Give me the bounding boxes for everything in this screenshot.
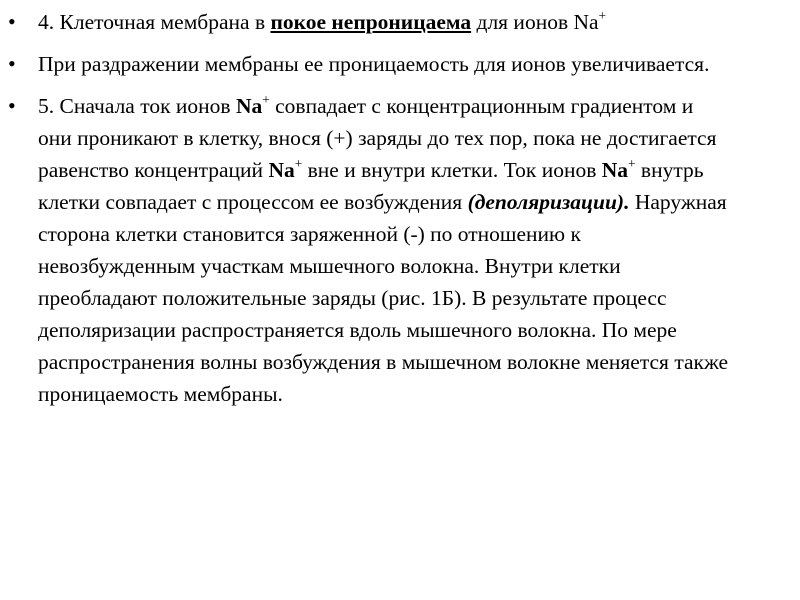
item-3-na-1: Na bbox=[235, 94, 263, 118]
bullet-item-1 bbox=[8, 6, 730, 38]
item-2-text: При раздражении мембраны ее проницаемость для ионов увеличивается. bbox=[38, 52, 710, 76]
item-3-na-3: Na bbox=[601, 158, 629, 182]
item-3-na-2: Na bbox=[268, 158, 295, 182]
item-3-sup-3: + bbox=[628, 155, 636, 171]
item-3-term: (деполяризации). bbox=[467, 190, 630, 214]
item-3-text-c: вне и внутри клетки. Ток ионов bbox=[302, 158, 602, 182]
item-3-text-e: Наружная сторона клетки становится заряженной (-) по отношению к невозбужденным участкам мышечного волокна. Внутри клетки преобладают положительные заряды (рис. 1Б). В результате процесс деполяризации распространяется вдоль мышечного волокна. По мере распространения волны возбуждения в мышечном волокне меняется также проницаемость мембраны. bbox=[38, 190, 729, 406]
item-3-sup-1: + bbox=[262, 91, 270, 107]
bullet-dot: • bbox=[8, 51, 16, 76]
item-3-text-b: совпадает с концентрационным градиентом и они проникают в клетку, внося (+) заряды до тех пор, пока не достигается равенство концентраций bbox=[38, 94, 717, 182]
bullet-list bbox=[8, 6, 730, 410]
item-1-superscript: + bbox=[598, 7, 607, 23]
bullet-item-3 bbox=[8, 90, 730, 410]
bullet-item-2 bbox=[8, 48, 730, 80]
bullet-dot: • bbox=[8, 9, 16, 34]
item-3-text-d: внутрь клетки совпадает с процессом ее возбуждения bbox=[38, 158, 704, 214]
bullet-dot: • bbox=[8, 93, 16, 118]
item-1-emphasis: покое непроницаема bbox=[270, 10, 472, 34]
item-1-text: 4. Клеточная мембрана в bbox=[38, 10, 271, 34]
item-1-text-tail: для ионов Na bbox=[471, 10, 599, 34]
item-3-sup-2: + bbox=[294, 155, 303, 171]
item-3-text-a: 5. Сначала ток ионов bbox=[38, 94, 236, 118]
